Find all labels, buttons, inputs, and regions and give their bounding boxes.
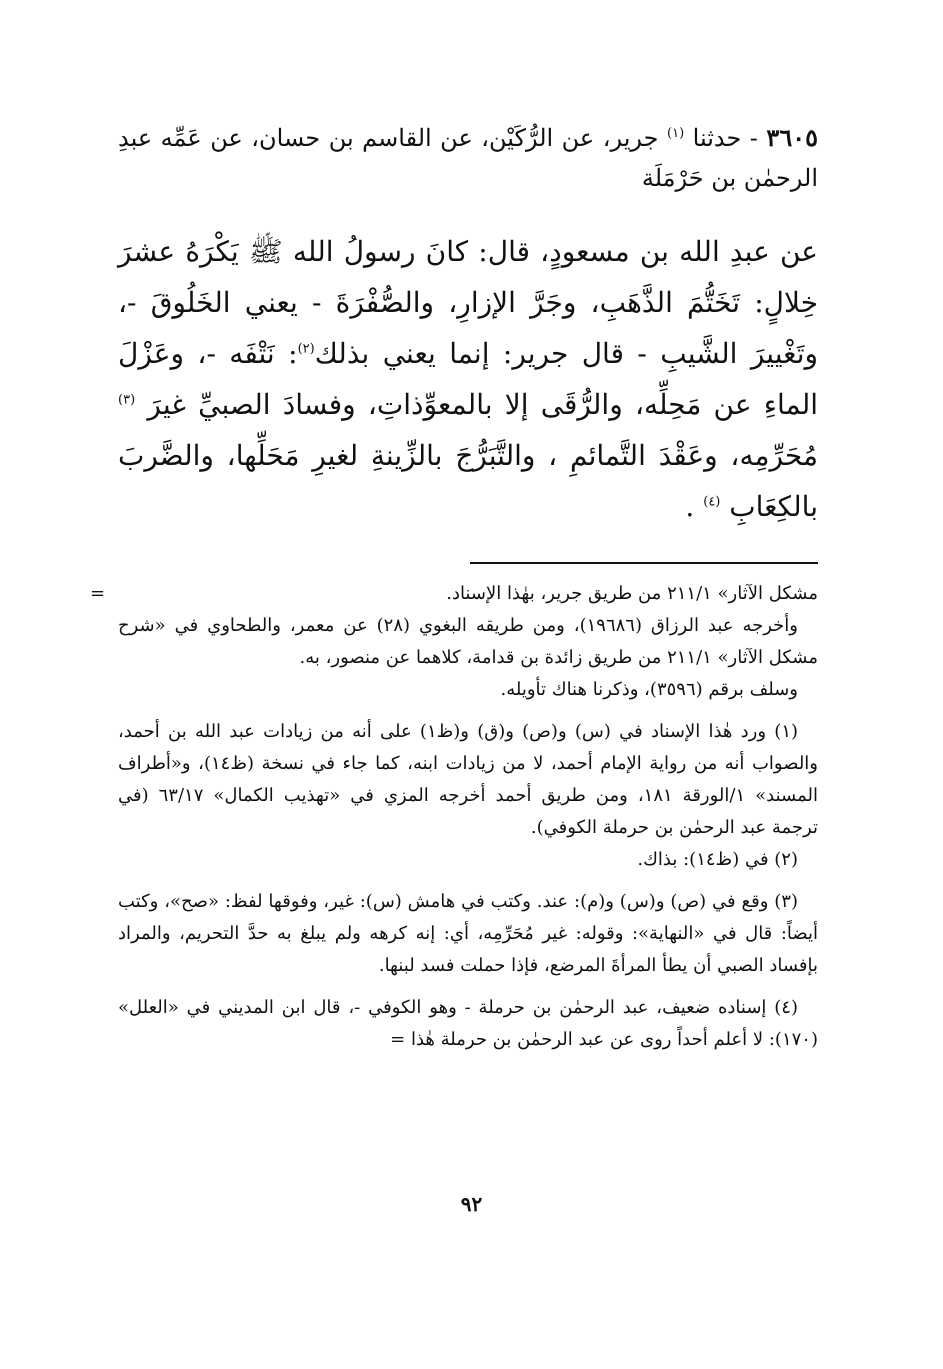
- footnote-1: (١) ورد هٰذا الإسناد في (س) و(ص) و(ق) و(ظ١) على أنه من زيادات عبد الله بن أحمد، والصواب أنه من رواية الإمام أحمد، لا من زيادات ابنه، كما جاء في نسخة (ظ١٤)، و«أطراف المسند» ١/الورقة ١٨١، ومن طريق أحمد أخرجه المزي في «تهذيب الكمال» ٦٣/١٧ (في ترجمة عبد الرحمٰن بن حرملة الكوفي).: [118, 721, 818, 838]
- hadith-number: ٣٦٠٥: [766, 123, 818, 152]
- hadith-matn: [118, 226, 818, 532]
- footnote-ref-1[interactable]: (١): [667, 126, 685, 141]
- isnad-text-start: - حدثنا: [692, 124, 758, 152]
- footnote-ref-3[interactable]: (٣): [118, 392, 136, 408]
- footnote-divider: [470, 562, 818, 564]
- footnote-2: (٢) في (ظ١٤): بذاك.: [637, 849, 798, 870]
- continuation-line-1: [90, 578, 818, 610]
- footnote-4: (٤) إسناده ضعيف، عبد الرحمٰن بن حرملة - وهو الكوفي -، قال ابن المديني في «العلل» (١٧٠): لا أعلم أحداً روى عن عبد الرحمٰن بن حرملة هٰذا =: [118, 997, 818, 1050]
- footnotes-section: [90, 578, 818, 1056]
- matn-text-2: : نَتْفَه -، وعَزْلَ الماءِ عن مَحِلِّه، والرُّقَى إلا بالمعوِّذاتِ، وفسادَ الصبيِّ غيرَ: [118, 337, 818, 421]
- footnote-ref-2[interactable]: (٢): [297, 341, 315, 357]
- matn-end: .: [685, 490, 695, 523]
- footnote-3: (٣) وقع في (ص) و(س) و(م): عند. وكتب في هامش (س): غير، وفوقها لفظ: «صح»، وكتب أيضاً: قال في «النهاية»: وقوله: غير مُحَرِّمِه، أي: إنه كرهه ولم يبلغ به حدَّ التحريم، والمراد بإفساد الصبي أن يطأ المرأةَ المرضع، فإذا حملت فسد لبنها.: [118, 891, 818, 976]
- isnad-text: جرير، عن الرُّكَيْن، عن القاسم بن حسان، عن عَمِّه عبدِ الرحمٰن بن حَرْمَلَة: [118, 124, 818, 192]
- hadith-isnad: [118, 118, 818, 198]
- continuation-mark: =: [90, 583, 106, 604]
- matn-text-3: مُحَرِّمِه، وعَقْدَ التَّمائمِ ، والتَّبَرُّجَ بالزِّينةِ لغيرِ مَحَلِّها، والضَّربَ بالكِعَابِ: [118, 439, 818, 523]
- continuation-text-1: مشكل الآثار» ٢١١/١ من طريق جرير، بهٰذا الإسناد.: [446, 583, 818, 604]
- page-number: ٩٢: [460, 1192, 483, 1216]
- matn-text-1: عن عبدِ الله بن مسعودٍ، قال: كانَ رسولُ الله ﷺ يَكْرَهُ عشرَ خِلالٍ: تَخَتُّمَ الذَّهَبِ، وجَرَّ الإزارِ، والصُّفْرَةَ - يعني الخَلُوقَ -، وتَغْييرَ الشَّيبِ - قال جرير: إنما يعني بذلك: [118, 235, 819, 370]
- page-body: [90, 118, 819, 1056]
- continuation-line-2: وأخرجه عبد الرزاق (١٩٦٨٦)، ومن طريقه البغوي (٢٨) عن معمر، والطحاوي في «شرح مشكل الآثار» ٢١١/١ من طريق زائدة بن قدامة، كلاهما عن منصور، به.: [118, 615, 818, 668]
- footnote-ref-4[interactable]: (٤): [703, 494, 721, 510]
- continuation-line-3: وسلف برقم (٣٥٩٦)، وذكرنا هناك تأويله.: [500, 679, 798, 700]
